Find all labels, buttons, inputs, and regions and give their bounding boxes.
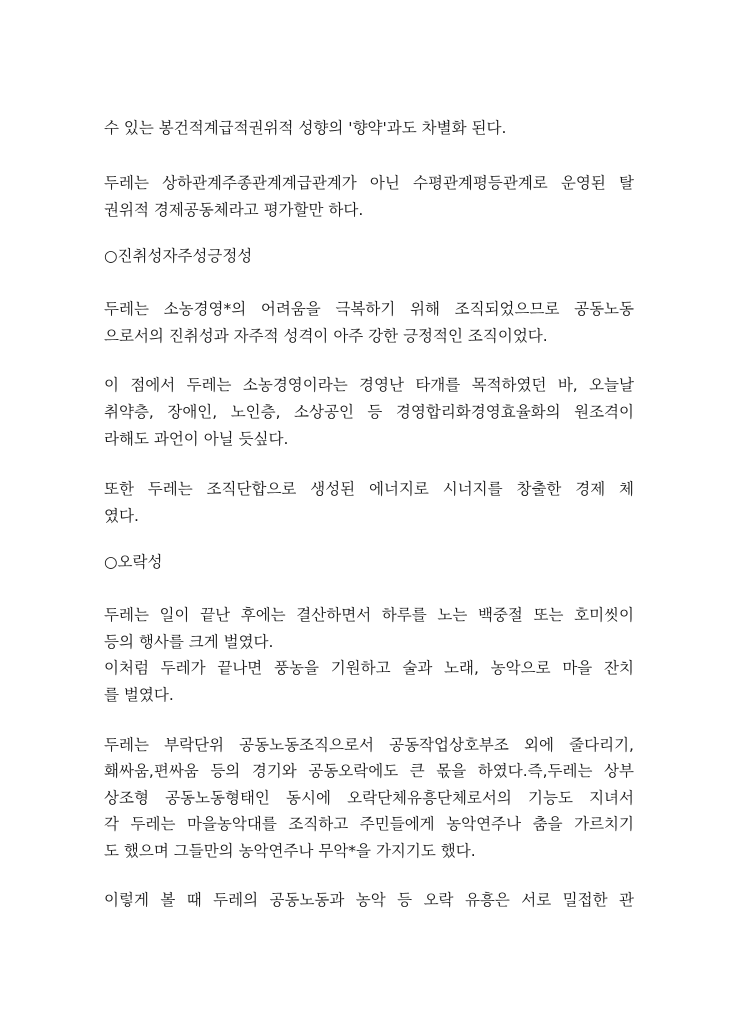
- text-line: 이 점에서 두레는 소농경영이라는 경영난 타개를 목적하였던 바, 오늘날: [104, 376, 634, 394]
- text-line: 를 벌였다.: [104, 686, 174, 704]
- text-line: 수 있는 봉건적계급적권위적 성향의 '향약'과도 차별화 된다.: [104, 119, 507, 137]
- text-line: 두레는 소농경영*의 어려움을 극복하기 위해 조직되었으므로 공동노동: [104, 300, 634, 318]
- text-line: 였다.: [104, 507, 139, 525]
- text-line: 권위적 경제공동체라고 평가할만 하다.: [104, 201, 364, 219]
- text-line: 이렇게 볼 때 두레의 공동노동과 농악 등 오락 유흥은 서로 밀접한 관: [104, 891, 634, 909]
- text-line: 또한 두레는 조직단합으로 생성된 에너지로 시너지를 창출한 경제 체: [104, 480, 634, 498]
- text-line: 라해도 과언이 아닐 듯싶다.: [104, 430, 289, 448]
- text-line: 이처럼 두레가 끝나면 풍농을 기원하고 술과 노래, 농악으로 마을 잔치: [104, 659, 634, 677]
- text-line: 두레는 부락단위 공동노동조직으로서 공동작업상호부조 외에 줄다리기,: [104, 736, 634, 754]
- text-line: 두레는 일이 끝난 후에는 결산하면서 하루를 노는 백중절 또는 호미씻이: [104, 606, 634, 624]
- text-line: 각 두레는 마을농악대를 조직하고 주민들에게 농악연주나 춤을 가르치기: [104, 815, 634, 833]
- text-line: 등의 행사를 크게 벌였다.: [104, 633, 274, 651]
- text-line: 상조형 공동노동형태인 동시에 오락단체유흥단체로서의 기능도 지녀서: [104, 789, 634, 807]
- text-line: 취약층, 장애인, 노인층, 소상공인 등 경영합리화경영효율화의 원조격이: [104, 403, 634, 421]
- section-heading: ○진취성자주성긍정성: [104, 247, 253, 265]
- text-line: 두레는 상하관계주종관계계급관계가 아닌 수평관계평등관계로 운영된 탈: [104, 174, 634, 192]
- text-line: 도 했으며 그들만의 농악연주나 무악*을 가지기도 했다.: [104, 842, 476, 860]
- section-heading: ○오락성: [104, 553, 163, 571]
- text-line: 으로서의 진취성과 자주적 성격이 아주 강한 긍정적인 조직이었다.: [104, 327, 548, 345]
- text-line: 홰싸움,편싸움 등의 경기와 공동오락에도 큰 몫을 하였다.즉,두레는 상부: [104, 762, 634, 780]
